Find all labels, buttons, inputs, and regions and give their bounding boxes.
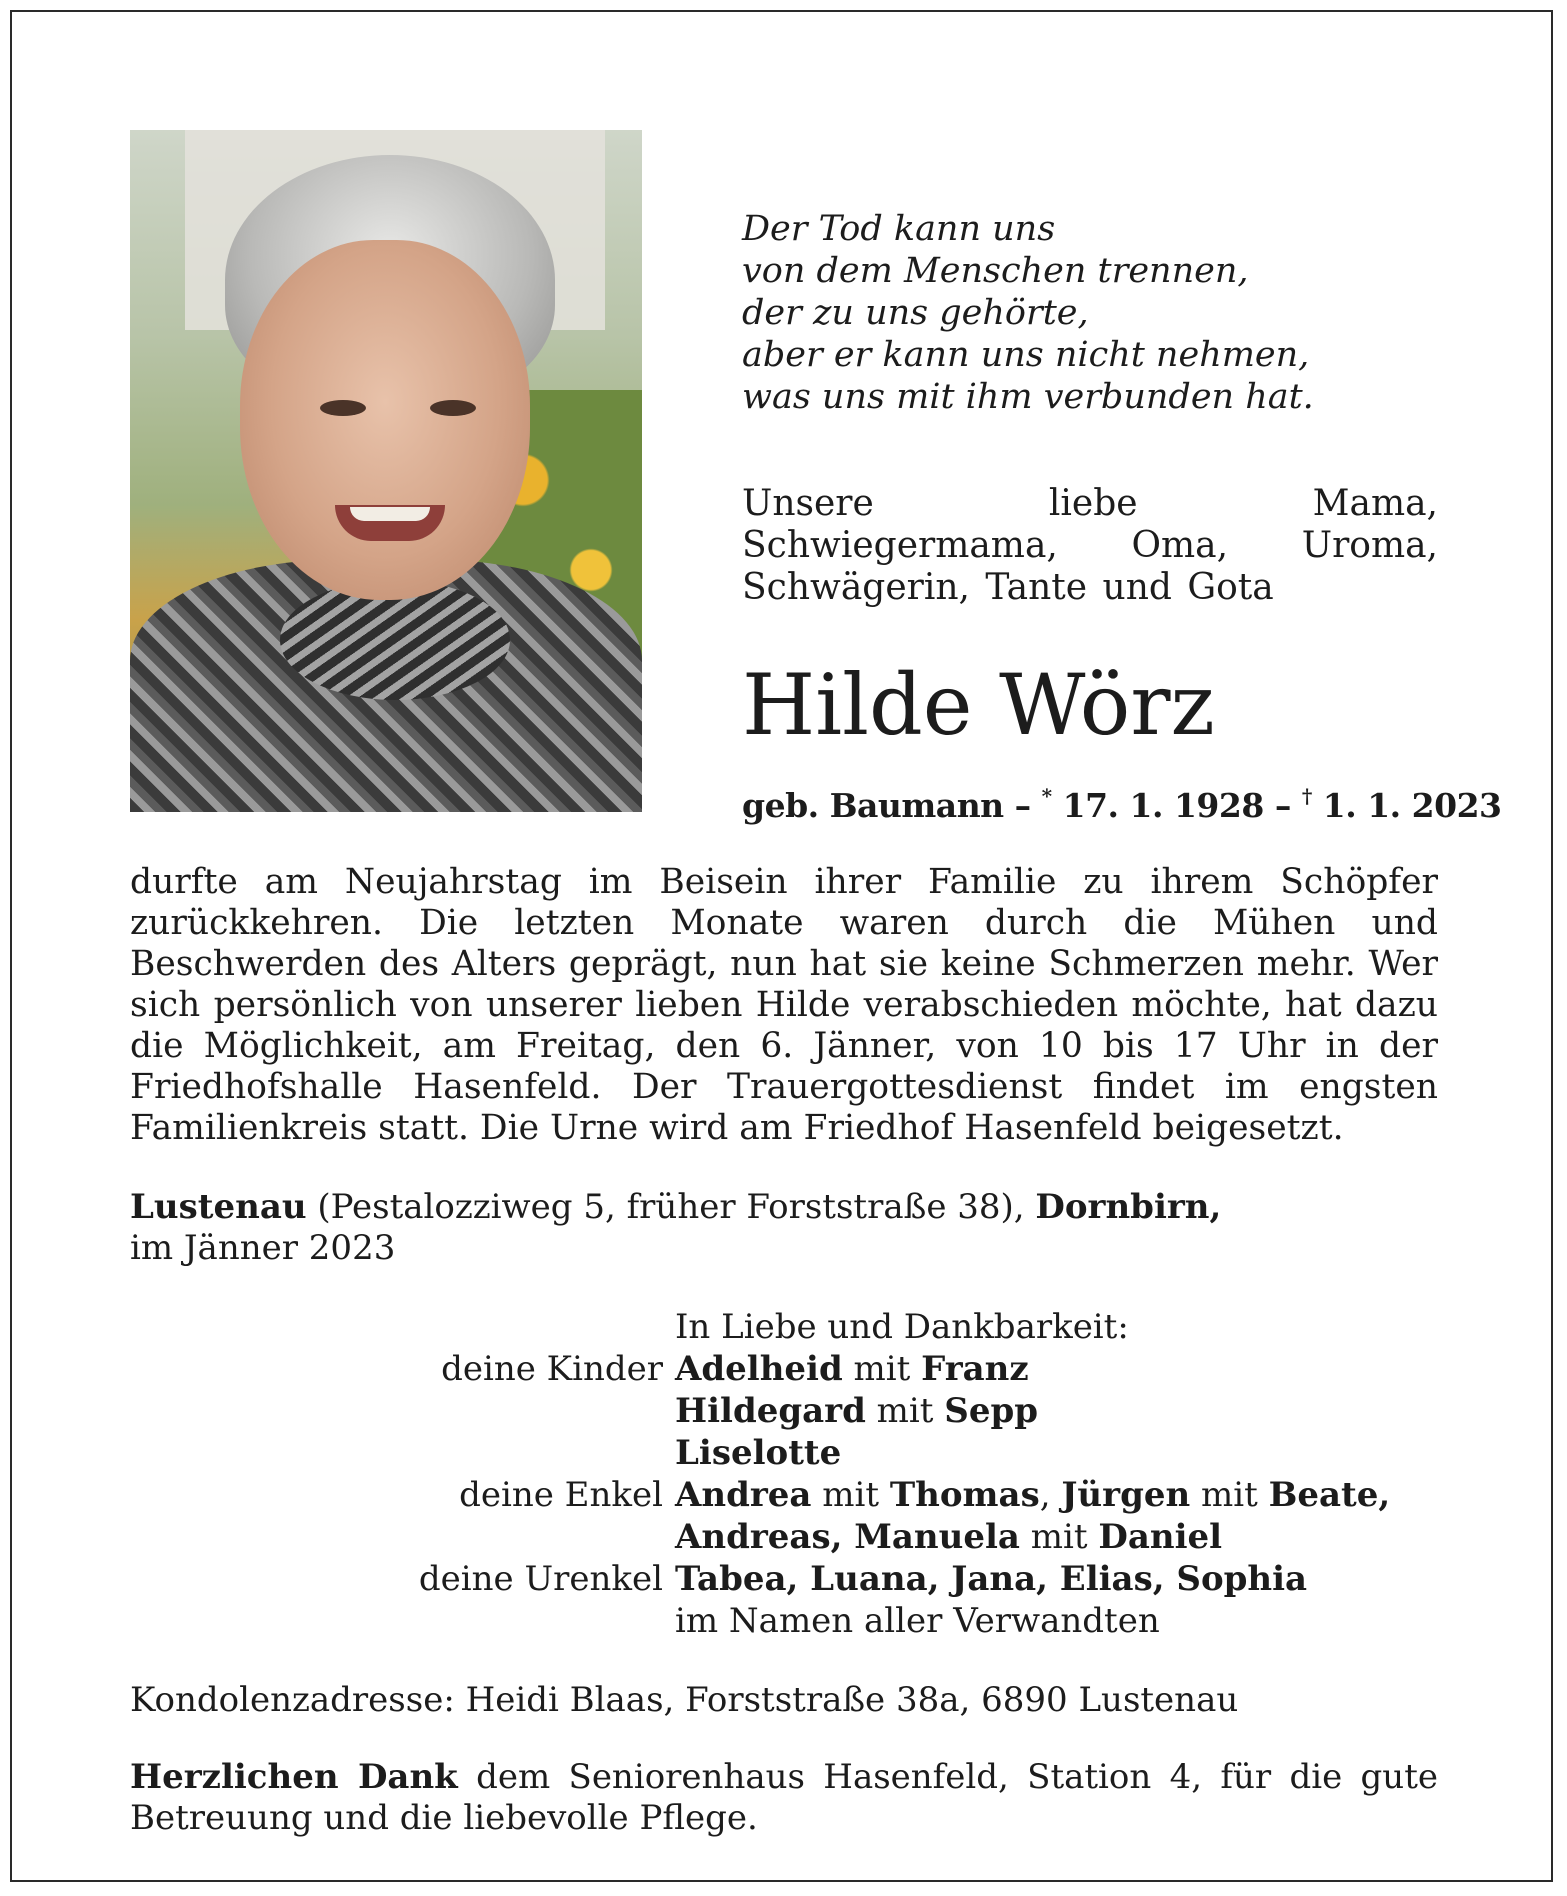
mourner-name: Sepp bbox=[944, 1391, 1038, 1431]
life-dates bbox=[742, 776, 1502, 826]
relation-label: deine Enkel bbox=[459, 1475, 663, 1515]
mourners-row bbox=[130, 1600, 1438, 1642]
birth-date: 17. 1. 1928 bbox=[1051, 786, 1264, 825]
condolence-address: Kondolenzadresse: Heidi Blaas, Forststraße 38a, 6890 Lustenau bbox=[130, 1680, 1239, 1720]
date-separator: – bbox=[1003, 786, 1042, 825]
place-line bbox=[130, 1187, 1438, 1228]
thanks-heading: Herzlichen Dank bbox=[130, 1757, 458, 1797]
place-city: Dornbirn, bbox=[1035, 1187, 1222, 1227]
photo-face bbox=[240, 240, 530, 600]
birth-symbol: * bbox=[1041, 784, 1052, 808]
thanks-text bbox=[130, 1757, 1438, 1839]
mourners-row: Andreas, Manuela mit Daniel bbox=[675, 1517, 1223, 1557]
mourner-name: Daniel bbox=[1098, 1517, 1223, 1557]
mourner-name: Andreas, Manuela bbox=[675, 1517, 1020, 1557]
mourner-name: Adelheid bbox=[675, 1349, 843, 1389]
obituary-body: durfte am Neujahrstag im Beisein ihrer Familie zu ihrem Schöpfer zurückkehren. Die letzten Monate waren durch die Mühen und Beschwerden des Alters geprägt, nun hat sie keine Schmerzen mehr. Wer sich persönlich von unserer lieben Hilde verabschieden möchte, hat dazu die Möglichkeit, am Freitag, den 6. Jänner, von 10 bis 17 Uhr in der Friedhofshalle Hasenfeld. Der Trauergottesdienst findet im engsten Familienkreis statt. Die Urne wird am Friedhof Hasenfeld beigesetzt. bbox=[130, 862, 1438, 1148]
place-and-date bbox=[130, 1187, 1438, 1269]
death-symbol: † bbox=[1301, 784, 1312, 808]
place-address: (Pestalozziweg 5, früher Forststraße 38), bbox=[306, 1187, 1036, 1227]
mourner-name: Beate, bbox=[1268, 1475, 1391, 1515]
death-date: 1. 1. 2023 bbox=[1311, 786, 1502, 825]
memorial-quote bbox=[742, 208, 1442, 418]
mourners-row: deine Kinder Adelheid mit Franz bbox=[130, 1348, 1438, 1390]
mourners-row bbox=[130, 1432, 1438, 1474]
quote-line: aber er kann uns nicht nehmen, bbox=[742, 335, 1310, 375]
place-date: im Jänner 2023 bbox=[130, 1228, 396, 1268]
place-city: Lustenau bbox=[130, 1187, 307, 1227]
mourner-name: Andrea bbox=[675, 1475, 812, 1515]
photo-eye-right bbox=[430, 400, 476, 416]
portrait-photo bbox=[130, 130, 642, 812]
mourners-list bbox=[130, 1306, 1438, 1642]
mourners-row: deine Enkel Andrea mit Thomas, Jürgen mit Beate, bbox=[130, 1474, 1438, 1516]
date-separator: – bbox=[1263, 786, 1302, 825]
relation-label: deine Urenkel bbox=[418, 1559, 663, 1599]
mourners-row bbox=[130, 1558, 1438, 1600]
quote-line: was uns mit ihm verbunden hat. bbox=[742, 377, 1314, 417]
relation-label: deine Kinder bbox=[441, 1349, 663, 1389]
mourner-name: Jürgen bbox=[1061, 1475, 1191, 1515]
mourners-closing: im Namen aller Verwandten bbox=[675, 1601, 1160, 1641]
quote-line: der zu uns gehörte, bbox=[742, 293, 1089, 333]
quote-line: von dem Menschen trennen, bbox=[742, 251, 1249, 291]
thanks-body: dem Seniorenhaus Hasenfeld, Station 4, für die gute Betreuung und die liebevolle Pflege. bbox=[130, 1757, 1438, 1838]
mourner-name: Liselotte bbox=[675, 1433, 842, 1473]
photo-eye-left bbox=[320, 400, 366, 416]
deceased-name: Hilde Wörz bbox=[742, 656, 1215, 754]
mourners-heading-row bbox=[130, 1306, 1438, 1348]
intro-text: Unsere liebe Mama, Schwiegermama, Oma, Uroma, Schwägerin, Tante und Gota bbox=[742, 483, 1438, 608]
mourners-heading: In Liebe und Dankbarkeit: bbox=[675, 1307, 1129, 1347]
photo-teeth bbox=[350, 507, 430, 521]
mourner-name: Hildegard bbox=[675, 1391, 866, 1431]
mourner-name: Thomas bbox=[889, 1475, 1040, 1515]
mourner-name: Franz bbox=[921, 1349, 1029, 1389]
mourners-row: Hildegard mit Sepp bbox=[675, 1391, 1038, 1431]
quote-line: Der Tod kann uns bbox=[742, 209, 1056, 249]
maiden-name: geb. Baumann bbox=[742, 786, 1004, 825]
mourner-name: Tabea, Luana, Jana, Elias, Sophia bbox=[675, 1559, 1308, 1599]
